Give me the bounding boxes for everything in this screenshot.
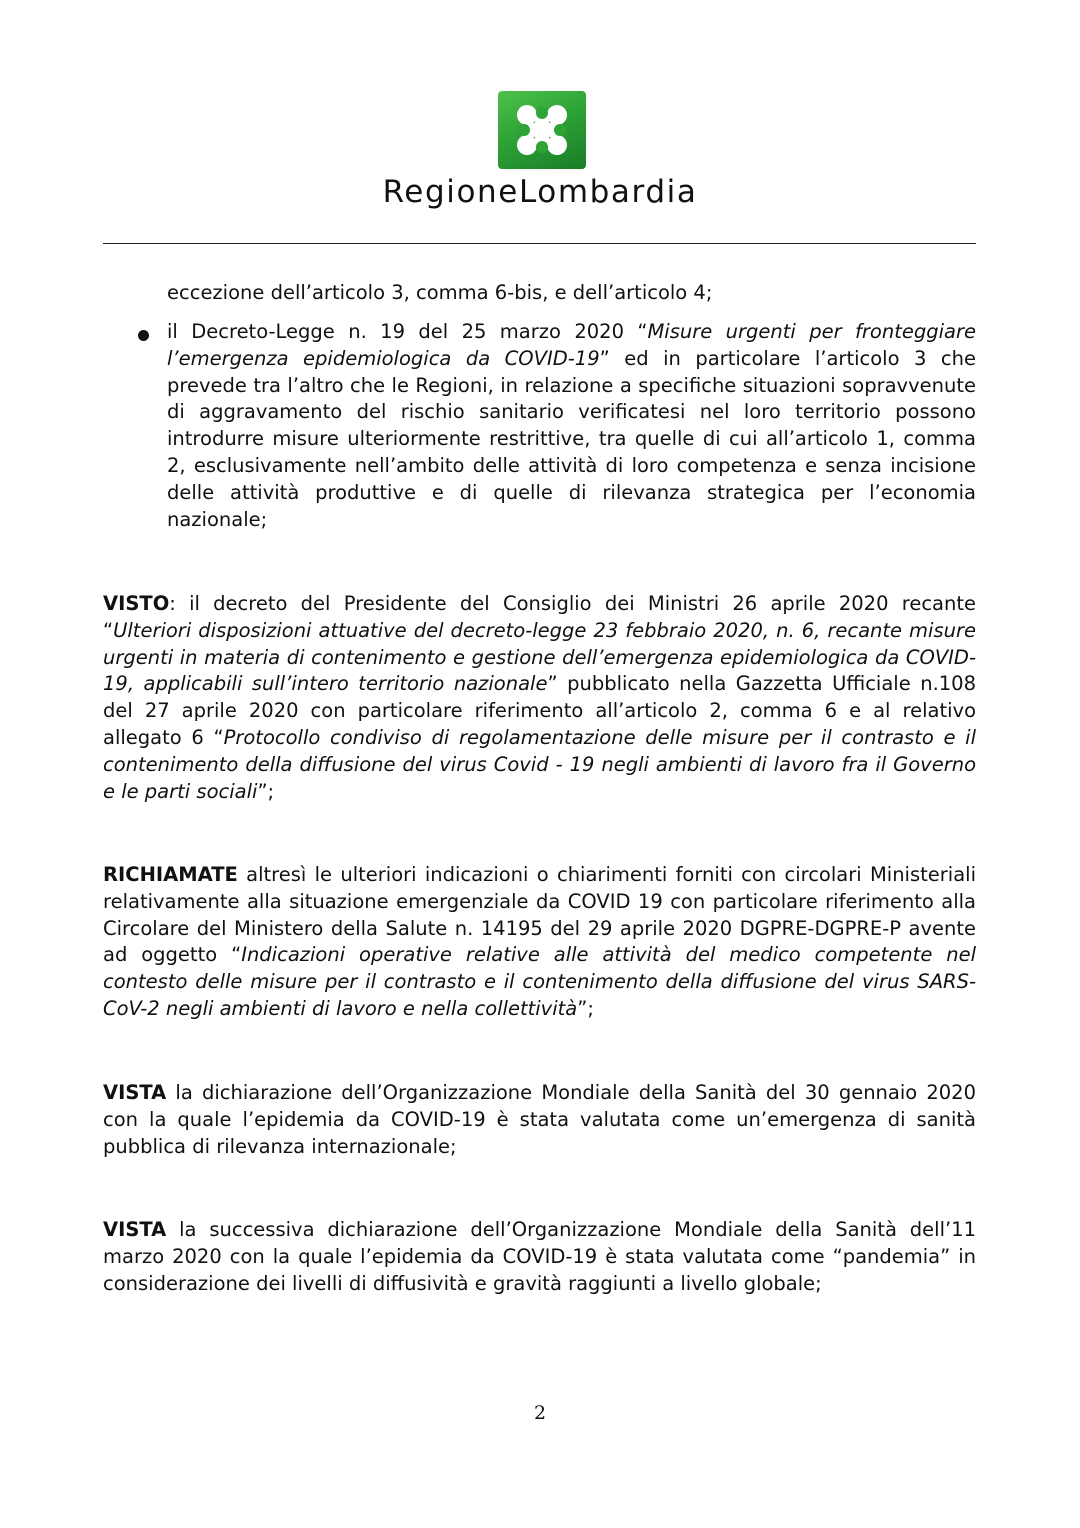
vista2-label: VISTA: [103, 1218, 167, 1241]
richiamate-label: RICHIAMATE: [103, 863, 238, 886]
paragraph-richiamate: [103, 862, 976, 1023]
bullet-text-italic: Misure urgenti per fronteggiare l’emergenza epidemiologica da COVID-19: [167, 320, 976, 370]
logo-symbol: [498, 91, 586, 169]
vista1-text: la dichiarazione dell’Organizzazione Mondiale della Sanità del 30 gennaio 2020 con la quale l’epidemia da COVID-19 è stata valutata come un’emergenza di sanità pubblica di rilevanza internazionale;: [103, 1081, 976, 1158]
bullet-dot-icon: [138, 330, 149, 341]
vista1-label: VISTA: [103, 1081, 167, 1104]
bullet-text-1: il Decreto-Legge n. 19 del 25 marzo 2020 “: [167, 320, 648, 343]
header-divider: [103, 243, 976, 244]
richiamate-text-italic: Indicazioni operative relative alle attività del medico competente nel contesto delle misure per il contrasto e il contenimento della diffusione del virus SARS-CoV-2 negli ambienti di lavoro e nella collettività: [103, 943, 977, 1020]
page-number: 2: [533, 1402, 547, 1424]
logo-wordmark: RegioneLombardia: [382, 174, 698, 210]
continued-paragraph: eccezione dell’articolo 3, comma 6-bis, e dell’articolo 4;: [167, 281, 713, 304]
visto-text-italic-2: Protocollo condiviso di regolamentazione delle misure per il contrasto e il contenimento della diffusione del virus Covid - 19 negli ambienti di lavoro fra il Governo e le parti sociali: [103, 725, 977, 803]
lombardy-rose-icon: [498, 91, 586, 169]
visto-text-3: ”;: [257, 779, 275, 803]
visto-text-1: : il decreto del Presidente del Consiglio dei Ministri 26 aprile 2020 recante “: [103, 592, 976, 642]
bullet-paragraph-decreto: [167, 319, 976, 533]
paragraph-visto: [103, 591, 976, 805]
bullet-text-2: ” ed in particolare l’articolo 3 che prevede tra l’altro che le Regioni, in relazione a specifiche situazioni sopravvenute di aggravamento del rischio sanitario verificatesi nel loro territorio possono introdurre misure ulteriormente restrittive, tra quelle di cui all’articolo 1, comma 2, esclusivamente nell’ambito delle attività di loro competenza e senza incisione delle attività produttive e di quelle di rilevanza strategica per l’economia nazionale;: [167, 346, 976, 531]
richiamate-text-1: altresì le ulteriori indicazioni o chiarimenti forniti con circolari Ministeriali relativamente alla situazione emergenziale da COVID 19 con particolare riferimento alla Circolare del Ministero della Salute n. 14195 del 29 aprile 2020 DGPRE-DGPRE-P avente ad oggetto “: [103, 863, 976, 967]
visto-text-italic-1: Ulteriori disposizioni attuative del decreto-legge 23 febbraio 2020, n. 6, recante misure urgenti in materia di contenimento e gestione dell’emergenza epidemiologica da COVID-19, applicabili sull’intero territorio nazionale: [103, 618, 976, 696]
paragraph-vista-oms-gennaio: [103, 1080, 976, 1160]
richiamate-text-2: ”;: [577, 996, 594, 1020]
paragraph-vista-oms-marzo: [103, 1217, 976, 1297]
vista2-text: la successiva dichiarazione dell’Organizzazione Mondiale della Sanità dell’11 marzo 2020 con la quale l’epidemia da COVID-19 è stata valutata come “pandemia” in considerazione dei livelli di diffusività e gravità raggiunti a livello globale;: [103, 1218, 976, 1295]
visto-label: VISTO: [103, 592, 170, 615]
visto-text-2: ” pubblicato nella Gazzetta Ufficiale n.108 del 27 aprile 2020 con particolare riferimento all’articolo 2, comma 6 e al relativo allegato 6 “: [103, 672, 976, 749]
